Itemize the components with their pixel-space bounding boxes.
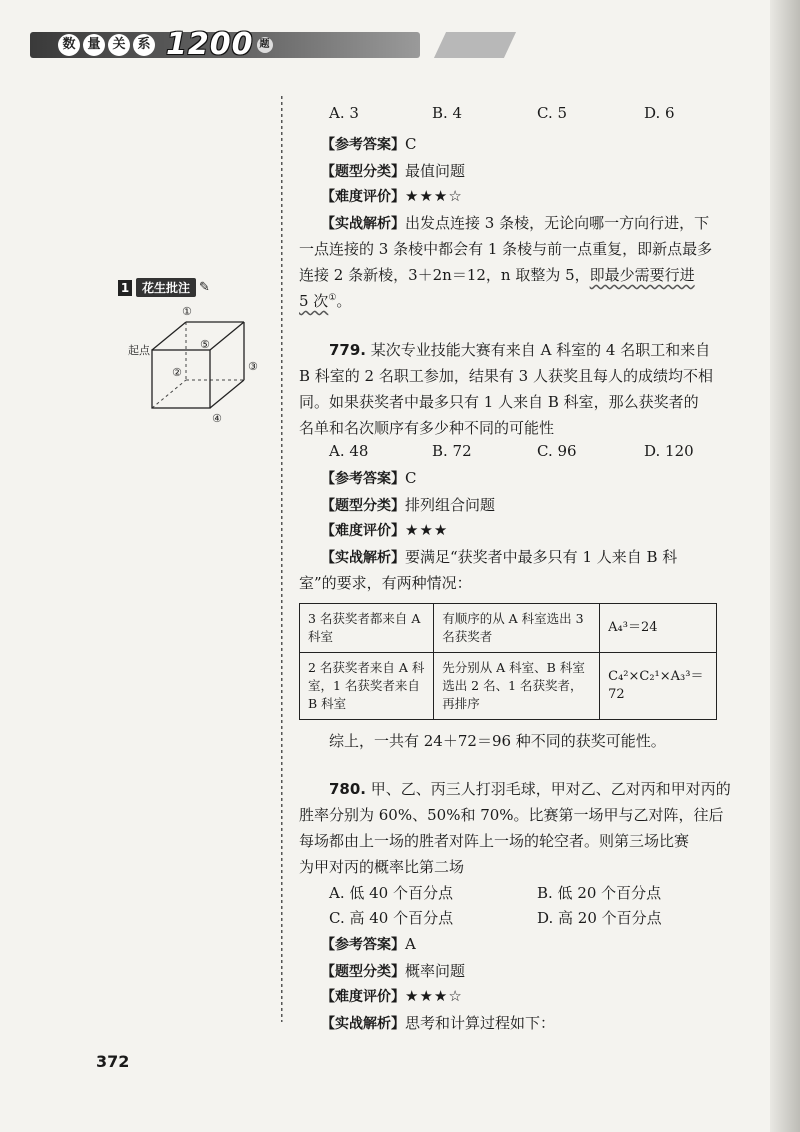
analysis-text: 连接 2 条新棱，3＋2n＝12，n 取整为 5， [299,266,590,284]
stem-text: 甲、乙、丙三人打羽毛球，甲对乙、乙对丙和甲对丙的 [370,780,731,798]
option-a: A. 3 [329,104,359,122]
q778-analysis-line2: 一点连接的 3 条棱中都会有 1 条棱与前一点重复，即新点最多 [299,240,713,258]
q779-type [321,494,495,515]
question-number: 780. [329,780,367,798]
analysis-highlight: 即最少需要行进 [589,266,695,284]
page-number: 372 [96,1052,130,1071]
cube-edge [152,322,186,350]
question-number: 779. [329,341,367,359]
q779-difficulty [321,520,448,540]
table-cell: A₄³＝24 [600,604,717,653]
analysis-label: 【实战解析】 [321,216,405,232]
analysis-text: 要满足“获奖者中最多只有 1 人来自 B 科 [405,548,678,566]
type-label: 【题型分类】 [321,498,405,514]
sidebar-badge: 1 [118,280,132,296]
difficulty-stars: ★★★ [405,521,449,539]
type-value: 最值问题 [405,162,466,180]
title-char: 数 [58,34,80,56]
q780-type [321,960,465,981]
difficulty-stars: ★★★☆ [405,187,463,205]
q780-stem-line4: 为甲对丙的概率比第二场 [299,858,465,876]
q779-stem-line4: 名单和名次顺序有多少种不同的可能性 [299,419,555,437]
q779-summary: 综上，一共有 24＋72＝96 种不同的获奖可能性。 [329,732,666,750]
difficulty-label: 【难度评价】 [321,989,405,1005]
option-d: D. 120 [644,442,694,460]
option-c: C. 96 [537,442,577,460]
type-label: 【题型分类】 [321,164,405,180]
title-char: 关 [108,34,130,56]
table-cell: C₄²×C₂¹×A₃³＝72 [600,653,717,720]
table-cell: 2 名获奖者来自 A 科室，1 名获奖者来自 B 科室 [300,653,434,720]
option-a: A. 低 40 个百分点 [329,884,453,902]
q778-type [321,160,465,181]
option-c: C. 5 [537,104,568,122]
sidebar-title: 花生批注 [136,278,196,297]
table-row [300,653,717,720]
q778-answer [321,134,416,154]
table-cell: 3 名获奖者都来自 A 科室 [300,604,434,653]
q780-stem-line2: 胜率分别为 60%、50%和 70%。比赛第一场甲与乙对阵，往后 [299,806,724,824]
q779-stem-line2: B 科室的 2 名职工参加，结果有 3 人获奖且每人的成绩均不相 [299,367,713,385]
mark-3: ③ [248,360,258,373]
analysis-text: 思考和计算过程如下： [405,1014,556,1032]
type-value: 排列组合问题 [405,496,496,514]
q780-difficulty [321,986,463,1006]
answer-label: 【参考答案】 [321,471,405,487]
q779-analysis-line1 [321,546,677,567]
option-d: D. 高 20 个百分点 [537,909,662,927]
header-stripe [434,32,516,58]
footnote-mark: ① [328,293,337,303]
option-b: B. 低 20 个百分点 [537,884,662,902]
title-char: 量 [83,34,105,56]
q778-analysis-line3 [299,264,695,285]
title-number: 1200 [166,27,254,62]
title-tail: 题 [257,37,273,53]
type-value: 概率问题 [405,962,466,980]
answer-label: 【参考答案】 [321,137,405,153]
answer-label: 【参考答案】 [321,937,405,953]
mark-5: ⑤ [200,338,210,351]
analysis-text: 出发点连接 3 条棱，无论向哪一方向行进，下 [405,214,710,232]
cube-hidden-edge [152,380,186,408]
q780-analysis [321,1012,555,1033]
cube-figure [128,300,268,430]
q780-answer [321,934,416,954]
type-label: 【题型分类】 [321,964,405,980]
analysis-text: 。 [336,292,352,310]
option-b: B. 4 [432,104,463,122]
stem-text: 某次专业技能大赛有来自 A 科室的 4 名职工和来自 [370,341,711,359]
q779-stem-line3: 同。如果获奖者中最多只有 1 人来自 B 科室，那么获奖者的 [299,393,699,411]
q779-analysis-line2: 室”的要求，有两种情况： [299,574,472,592]
table-cell: 先分别从 A 科室、B 科室选出 2 名、1 名获奖者，再排序 [434,653,600,720]
option-c: C. 高 40 个百分点 [329,909,454,927]
table-row [300,604,717,653]
q779-answer [321,468,416,488]
mark-4: ④ [212,412,222,425]
q780-stem-line1 [329,778,731,799]
analysis-highlight: 5 次 [299,292,329,310]
start-label: 起点 [128,344,150,357]
table-cell: 有顺序的从 A 科室选出 3 名获奖者 [434,604,600,653]
header-banner [30,26,460,60]
q780-stem-line3: 每场都由上一场的胜者对阵上一场的轮空者。则第三场比赛 [299,832,690,850]
page-edge [770,0,800,1132]
option-b: B. 72 [432,442,472,460]
option-a: A. 48 [329,442,369,460]
difficulty-label: 【难度评价】 [321,189,405,205]
mark-1: ① [182,305,192,318]
pencil-icon: ✎ [199,280,210,295]
sidebar-heading [118,278,210,297]
q778-analysis-line1 [321,212,709,233]
option-d: D. 6 [644,104,675,122]
difficulty-label: 【难度评价】 [321,523,405,539]
cube-edge [210,380,244,408]
mark-2: ② [172,366,182,379]
answer-value: C [405,469,417,487]
q778-analysis-line4 [299,290,351,311]
answer-value: C [405,135,417,153]
cube-front-face [152,350,210,408]
q778-difficulty [321,186,463,206]
column-divider [279,96,285,1022]
analysis-label: 【实战解析】 [321,550,405,566]
answer-value: A [405,935,416,953]
cube-edge [210,322,244,350]
title-char: 系 [133,34,155,56]
difficulty-stars: ★★★☆ [405,987,463,1005]
analysis-label: 【实战解析】 [321,1016,405,1032]
cases-table [299,603,717,720]
book-title [58,27,273,62]
q779-stem-line1 [329,339,710,360]
